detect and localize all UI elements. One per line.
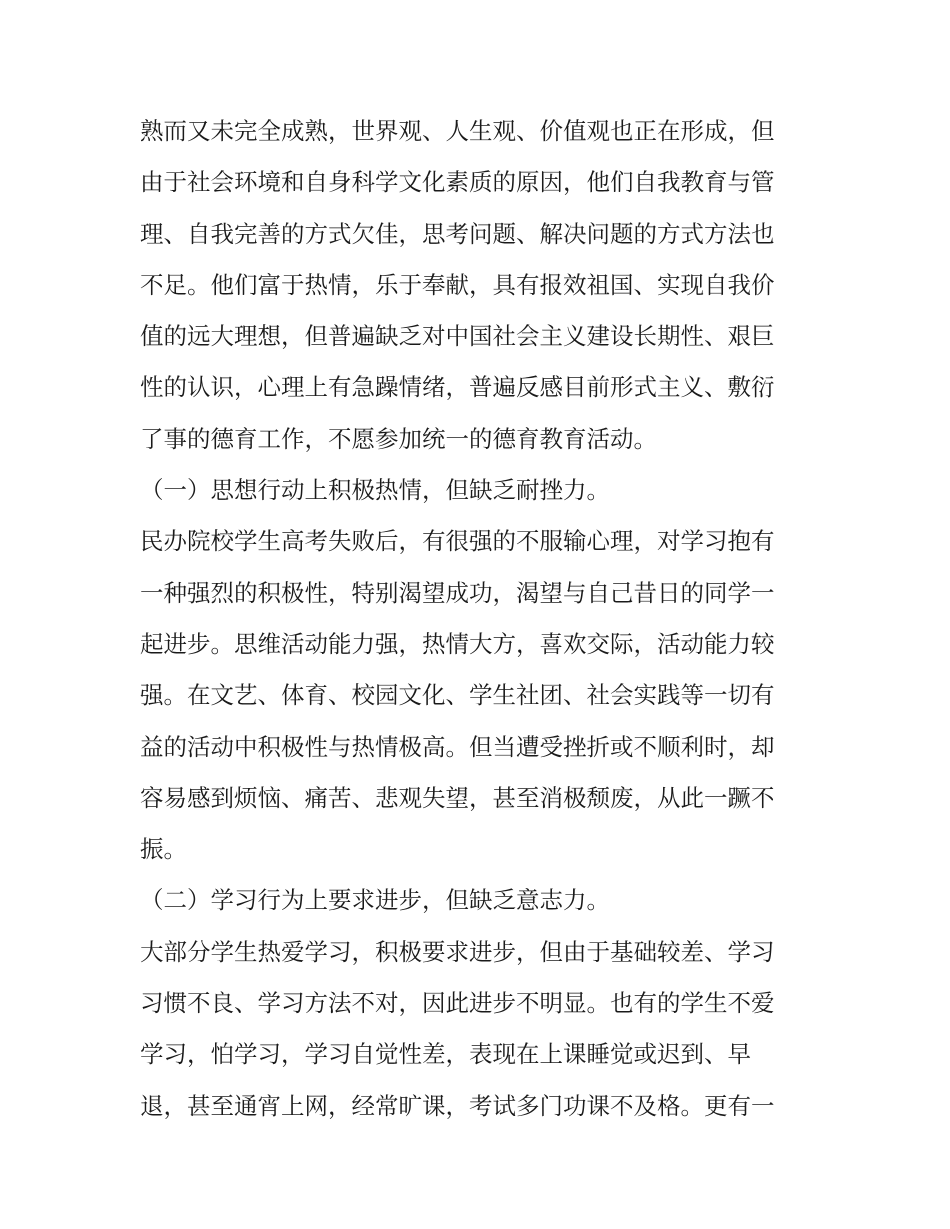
text-line: 民办院校学生高考失败后，有很强的不服输心理，对学习抱有 — [140, 527, 775, 556]
text-line: 强。在文艺、体育、校园文化、学生社团、社会实践等一切有 — [140, 681, 775, 710]
text-line: 学习，怕学习，学习自觉性差，表现在上课睡觉或迟到、早 — [140, 1040, 751, 1069]
text-line: 大部分学生热爱学习，积极要求进步，但由于基础较差、学习 — [140, 937, 775, 966]
text-line: 理、自我完善的方式欠佳，思考问题、解决问题的方式方法也 — [140, 219, 775, 248]
section-heading-2: （二）学习行为上要求进步，但缺乏意志力。 — [140, 886, 610, 915]
text-line: 值的远大理想，但普遍缺乏对中国社会主义建设长期性、艰巨 — [140, 322, 775, 351]
text-line: 熟而又未完全成熟，世界观、人生观、价值观也正在形成，但 — [140, 117, 775, 145]
text-line: 不足。他们富于热情，乐于奉献，具有报效祖国、实现自我价 — [140, 270, 775, 299]
text-line: 由于社会环境和自身科学文化素质的原因，他们自我教育与管 — [140, 168, 775, 197]
body-text — [140, 106, 815, 1132]
text-line: 性的认识，心理上有急躁情绪，普遍反感目前形式主义、敷衍 — [140, 373, 775, 402]
text-line: 起进步。思维活动能力强，热情大方，喜欢交际，活动能力较 — [140, 629, 775, 658]
text-line: 振。 — [140, 835, 187, 864]
text-line: 退，甚至通宵上网，经常旷课，考试多门功课不及格。更有一 — [140, 1091, 775, 1120]
text-line: 习惯不良、学习方法不对，因此进步不明显。也有的学生不爱 — [140, 989, 775, 1018]
text-line: 了事的德育工作，不愿参加统一的德育教育活动。 — [140, 424, 657, 453]
text-line: 益的活动中积极性与热情极高。但当遭受挫折或不顺利时，却 — [140, 732, 775, 761]
text-line: 容易感到烦恼、痛苦、悲观失望，甚至消极颓废，从此一蹶不 — [140, 783, 775, 812]
section-heading-1: （一）思想行动上积极热情，但缺乏耐挫力。 — [140, 476, 610, 505]
text-line: 一种强烈的积极性，特别渴望成功，渴望与自己昔日的同学一 — [140, 578, 775, 607]
